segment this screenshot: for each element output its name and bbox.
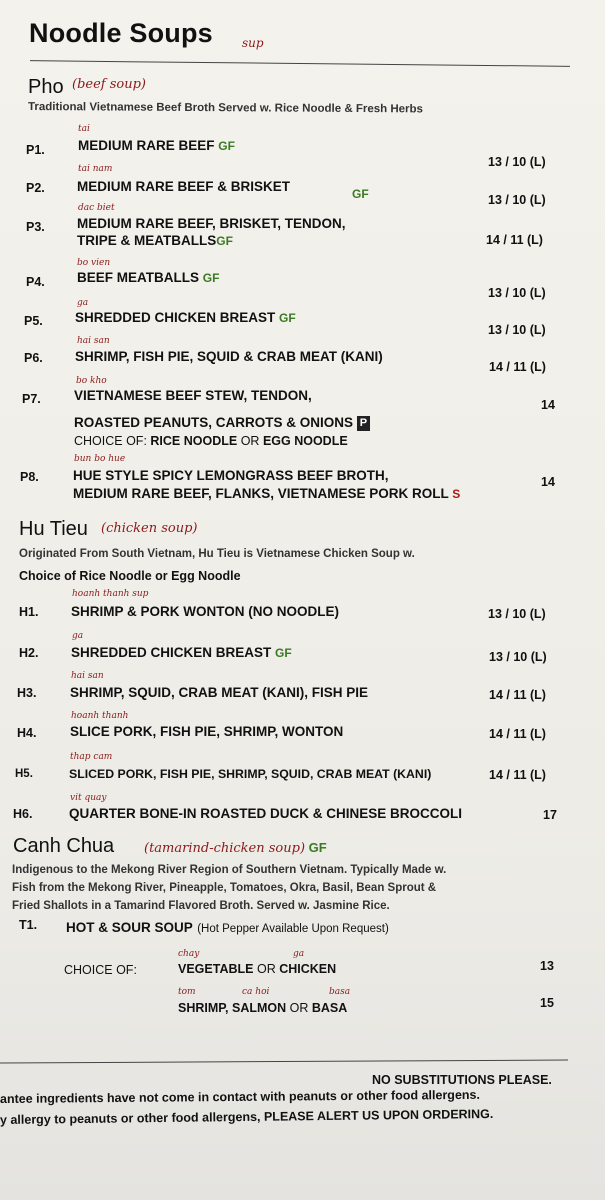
hutieu-item-code: H4. (17, 726, 37, 740)
pho-item-viet: tai nam (78, 164, 113, 174)
pho-item-choice: CHOICE OF: RICE NOODLE OR EGG NOODLE (74, 434, 348, 448)
hutieu-description: Originated From South Vietnam, Hu Tieu is Vietnamese Chicken Soup w. (19, 548, 415, 560)
choice-viet: basa (329, 987, 351, 997)
pho-item-code: P5. (24, 314, 43, 328)
pho-item-name: BEEF MEATBALLS GF (77, 270, 220, 285)
hutieu-item-name: SHRIMP, SQUID, CRAB MEAT (KANI), FISH PIE (70, 685, 369, 700)
choice-price: 13 (540, 959, 554, 973)
gluten-free-badge: GF (216, 234, 233, 248)
pho-item-price: 14 (541, 475, 555, 489)
pho-item-code: P4. (26, 275, 45, 289)
choice-viet: chay (178, 949, 200, 959)
pho-item-name: VIETNAMESE BEEF STEW, TENDON, (74, 388, 312, 403)
pho-item-code: P2. (26, 181, 45, 195)
header-divider (30, 60, 570, 67)
hutieu-item-viet: hoanh thanh (71, 711, 129, 721)
hutieu-item-name: SLICE PORK, FISH PIE, SHRIMP, WONTON (70, 724, 344, 739)
pho-item-viet: tai (78, 124, 90, 134)
pho-subtitle: (beef soup) (72, 77, 146, 92)
hutieu-item-name: SHREDDED CHICKEN BREAST GF (71, 645, 292, 660)
hutieu-item-viet: thap cam (70, 752, 113, 762)
pho-item-name: MEDIUM RARE BEEF, BRISKET, TENDON, (77, 216, 346, 231)
pho-item-price: 13 / 10 (L) (488, 155, 546, 169)
canh-chua-title: Canh Chua (13, 835, 115, 857)
hutieu-item-price: 17 (543, 808, 557, 822)
footer-divider (0, 1060, 568, 1064)
pho-item-viet: ga (77, 298, 89, 308)
canh-chua-item: HOT & SOUR SOUP (Hot Pepper Available Upon Request) (66, 920, 389, 935)
pho-description: Traditional Vietnamese Beef Broth Served w. Rice Noodle & Fresh Herbs (27, 101, 423, 116)
pho-item-code: P6. (24, 351, 43, 365)
pho-item-code: P1. (26, 143, 45, 157)
pho-item-name: HUE STYLE SPICY LEMONGRASS BEEF BROTH, (73, 468, 389, 483)
gluten-free-badge: GF (218, 139, 235, 153)
pho-item-price: 14 / 11 (L) (489, 360, 546, 374)
gluten-free-badge: GF (308, 840, 327, 855)
pho-item-viet: bo vien (77, 258, 111, 268)
pho-item-viet: bun bo hue (74, 454, 126, 464)
pho-item-price: 13 / 10 (L) (488, 323, 546, 337)
hutieu-item-price: 14 / 11 (L) (489, 688, 546, 702)
hutieu-item-viet: ga (72, 631, 84, 641)
choice-viet: tom (178, 987, 196, 997)
choice-row: VEGETABLE OR CHICKEN (178, 962, 337, 976)
gluten-free-badge: GF (202, 271, 220, 285)
pho-item-name: MEDIUM RARE BEEF & BRISKET (77, 179, 291, 194)
gluten-free-badge: GF (352, 187, 369, 201)
pho-item-viet: dac biet (78, 203, 115, 213)
pho-item-price: 13 / 10 (L) (488, 286, 546, 300)
hutieu-item-viet: hai san (71, 671, 104, 681)
hutieu-item-code: H2. (19, 646, 39, 660)
hutieu-item-name: QUARTER BONE-IN ROASTED DUCK & CHINESE BROCCOLI (69, 806, 463, 821)
hutieu-item-viet: vit quay (70, 793, 107, 803)
canh-chua-description-3: Fried Shallots in a Tamarind Flavored Broth. Served w. Jasmine Rice. (12, 900, 390, 912)
hutieu-item-price: 13 / 10 (L) (489, 650, 547, 664)
canh-chua-subtitle: (tamarind-chicken soup) GF (144, 840, 327, 856)
hutieu-item-name: SLICED PORK, FISH PIE, SHRIMP, SQUID, CRAB MEAT (KANI) (69, 767, 432, 781)
pho-item-viet: bo kho (76, 376, 107, 386)
canh-chua-description: Indigenous to the Mekong River Region of Southern Vietnam. Typically Made w. (12, 864, 447, 876)
pho-item-viet: hai san (77, 336, 110, 346)
footer-allergy-alert: y allergy to peanuts or other food allergens, PLEASE ALERT US UPON ORDERING. (0, 1106, 494, 1127)
spicy-badge: S (452, 487, 461, 501)
pho-item-price: 14 / 11 (L) (486, 233, 543, 247)
page-title-sub: sup (242, 36, 264, 50)
hutieu-item-code: H1. (19, 605, 39, 619)
pho-item-name-line2: MEDIUM RARE BEEF, FLANKS, VIETNAMESE PORK ROLL S (73, 486, 461, 501)
choice-price: 15 (540, 996, 554, 1010)
hutieu-item-price: 13 / 10 (L) (488, 607, 546, 621)
pho-item-price: 13 / 10 (L) (488, 193, 546, 207)
pho-item-code: P8. (20, 470, 39, 484)
pho-item-code: P7. (22, 392, 41, 406)
footer-allergen-note: antee ingredients have not come in contact with peanuts or other food allergens. (0, 1087, 480, 1106)
pho-item-name-line2: ROASTED PEANUTS, CARROTS & ONIONS P (74, 413, 370, 433)
hutieu-item-code: H3. (17, 686, 37, 700)
gluten-free-badge: GF (275, 646, 292, 660)
hutieu-item-code: H5. (15, 768, 33, 780)
page-title: Noodle Soups (29, 18, 213, 48)
pho-item-code: P3. (26, 220, 45, 234)
hutieu-item-viet: hoanh thanh sup (72, 589, 149, 599)
canh-chua-code: T1. (19, 918, 38, 932)
footer-no-substitutions: NO SUBSTITUTIONS PLEASE. (372, 1073, 552, 1087)
choice-row: SHRIMP, SALMON OR BASA (178, 1001, 348, 1015)
hutieu-item-price: 14 / 11 (L) (489, 768, 546, 782)
pho-item-name: SHREDDED CHICKEN BREAST GF (75, 310, 296, 325)
hutieu-subtitle: (chicken soup) (101, 521, 198, 536)
hutieu-item-name: SHRIMP & PORK WONTON (NO NOODLE) (71, 604, 340, 619)
pho-title: Pho (28, 76, 64, 98)
hutieu-item-code: H6. (13, 807, 33, 821)
pho-item-name-line2: TRIPE & MEATBALLSGF (77, 233, 233, 248)
peanut-badge: P (357, 416, 370, 431)
pho-item-price: 14 (541, 398, 555, 412)
hutieu-title: Hu Tieu (19, 518, 88, 540)
canh-chua-choice-label: CHOICE OF: (64, 963, 137, 977)
canh-chua-description-2: Fish from the Mekong River, Pineapple, Tomatoes, Okra, Basil, Bean Sprout & (12, 882, 437, 894)
pho-item-name: MEDIUM RARE BEEF GF (78, 138, 235, 153)
choice-viet: ca hoi (242, 987, 270, 997)
gluten-free-badge: GF (279, 311, 296, 325)
hutieu-description-2: Choice of Rice Noodle or Egg Noodle (19, 569, 241, 583)
choice-viet: ga (293, 949, 305, 959)
pho-item-name: SHRIMP, FISH PIE, SQUID & CRAB MEAT (KANI) (75, 349, 383, 364)
hutieu-item-price: 14 / 11 (L) (489, 727, 546, 741)
